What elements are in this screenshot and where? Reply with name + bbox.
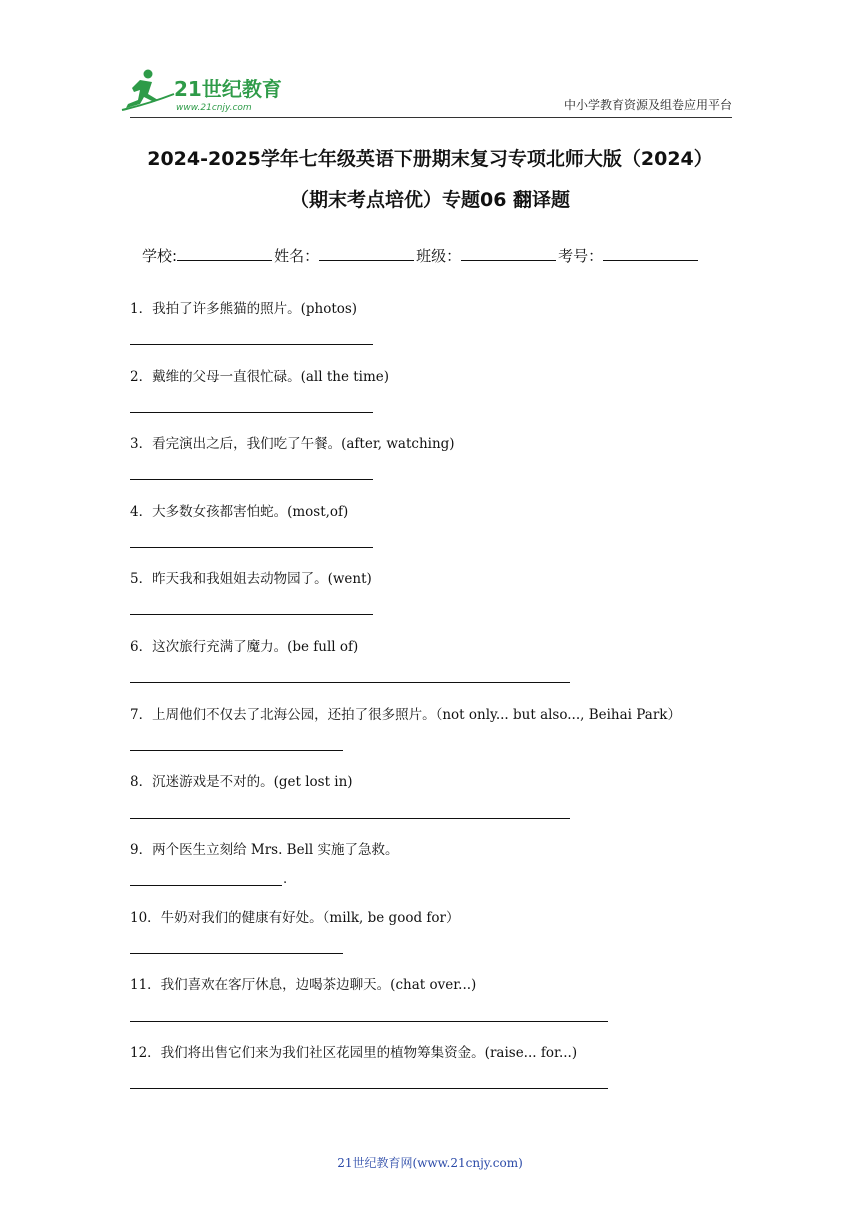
logo-text: 21世纪教育 xyxy=(174,77,282,101)
question-12: 12．我们将出售它们来为我们社区花园里的植物筹集资金。(raise... for...) xyxy=(130,1045,578,1061)
page-header xyxy=(0,0,860,120)
name-field[interactable] xyxy=(319,247,414,261)
question-7: 7．上周他们不仅去了北海公园，还拍了很多照片。（not only... but also..., Beihai Park） xyxy=(130,707,681,723)
header-rule xyxy=(130,117,732,118)
document-title: 2024-2025学年七年级英语下册期末复习专项北师大版（2024） xyxy=(147,148,713,170)
question-4: 4．大多数女孩都害怕蛇。(most,of) xyxy=(130,504,349,520)
answer-end-period: . xyxy=(283,872,288,887)
question-5: 5．昨天我和我姐姐去动物园了。(went) xyxy=(130,571,372,587)
class-label: 班级： xyxy=(416,247,462,265)
question-11: 11．我们喜欢在客厅休息，边喝茶边聊天。(chat over...) xyxy=(130,977,477,993)
question-2: 2．戴维的父母一直很忙碌。(all the time) xyxy=(130,369,390,385)
question-9: 9．两个医生立刻给 Mrs. Bell 实施了急救。 xyxy=(130,842,399,858)
question-10: 10．牛奶对我们的健康有好处。（milk, be good for） xyxy=(130,910,460,926)
answer-line-1[interactable] xyxy=(130,344,373,345)
page-footer: 21世纪教育网(www.21cnjy.com) xyxy=(337,1156,523,1170)
number-field[interactable] xyxy=(603,247,698,261)
answer-line-3[interactable] xyxy=(130,479,373,480)
question-3: 3．看完演出之后，我们吃了午餐。(after, watching) xyxy=(130,436,455,452)
answer-line-11[interactable] xyxy=(130,1021,608,1022)
question-6: 6．这次旅行充满了魔力。(be full of) xyxy=(130,639,359,655)
answer-line-10[interactable] xyxy=(130,953,343,954)
school-label: 学校: xyxy=(142,247,178,265)
answer-line-2[interactable] xyxy=(130,412,373,413)
logo xyxy=(118,64,293,120)
class-field[interactable] xyxy=(461,247,556,261)
answer-line-7[interactable] xyxy=(130,750,343,751)
school-field[interactable] xyxy=(177,247,272,261)
answer-line-5[interactable] xyxy=(130,614,373,615)
platform-name: 中小学教育资源及组卷应用平台 xyxy=(563,98,732,112)
answer-line-12[interactable] xyxy=(130,1088,608,1089)
answer-line-8[interactable] xyxy=(130,818,570,819)
answer-line-4[interactable] xyxy=(130,547,373,548)
student-info-line xyxy=(142,245,700,266)
logo-url: www.21cnjy.com xyxy=(176,103,252,113)
question-1: 1．我拍了许多熊猫的照片。(photos) xyxy=(130,301,358,317)
answer-line-9[interactable] xyxy=(130,885,282,886)
running-figure-icon xyxy=(122,70,174,111)
name-label: 姓名： xyxy=(274,247,320,265)
answer-line-6[interactable] xyxy=(130,682,570,683)
number-label: 考号： xyxy=(558,247,604,265)
question-8: 8．沉迷游戏是不对的。(get lost in) xyxy=(130,774,353,790)
document-subtitle: （期末考点培优）专题06 翻译题 xyxy=(289,189,571,211)
